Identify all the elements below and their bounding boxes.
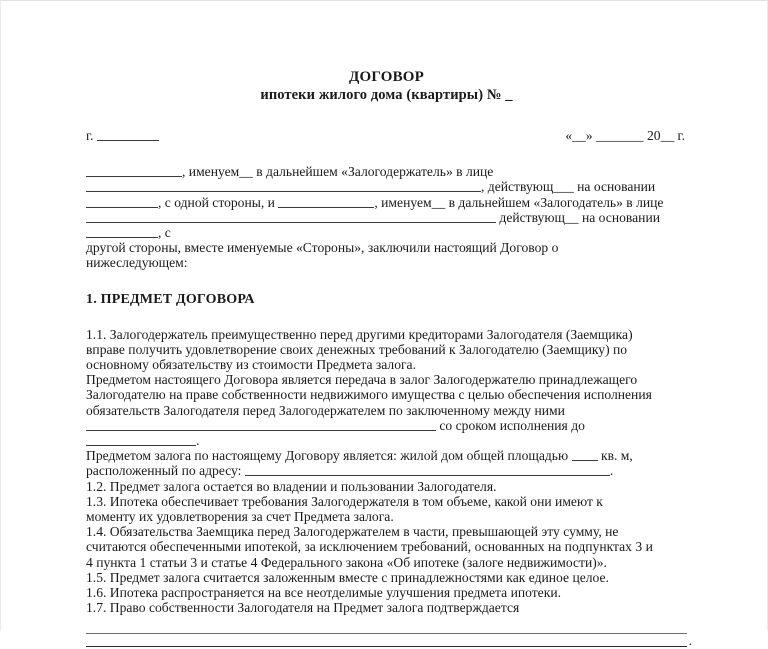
total-area-rule[interactable] — [572, 449, 598, 461]
clause-1-4-line-3: 4 пункта 1 статьи 3 и статье 4 Федерального закона «Об ипотеке (залоге недвижимости)». — [86, 554, 607, 570]
document-body — [86, 1, 692, 649]
pledge-object-line-1 — [86, 448, 687, 463]
pledge-object-paragraph — [86, 448, 687, 478]
place-and-date-row — [86, 128, 687, 143]
subject-paragraph-line-4-text-a: со сроком исполнения до — [436, 417, 589, 433]
pledgor-basis-rule[interactable] — [86, 226, 158, 238]
address-rule[interactable] — [245, 464, 610, 476]
preamble-line-2-text: , действующ___ на основании — [481, 179, 656, 195]
document-title-block — [86, 1, 687, 104]
preamble-line-1 — [86, 164, 687, 179]
pledgor-name-rule[interactable] — [278, 196, 374, 208]
pledgee-representative-rule[interactable] — [86, 180, 481, 192]
ownership-proof-rule-2[interactable] — [86, 646, 687, 647]
pledgee-name-rule[interactable] — [86, 165, 182, 177]
clause-1-3 — [86, 494, 687, 524]
preamble-line-4-text-b: , с — [158, 225, 171, 241]
pledge-object-line-2 — [86, 463, 687, 478]
subject-paragraph-line-4 — [86, 418, 687, 448]
document-subtitle: ипотеки жилого дома (квартиры) № _ — [260, 87, 513, 103]
clause-1-4 — [86, 524, 687, 570]
pledge-object-line-2-text-a: расположенный по адресу: — [86, 463, 245, 479]
subject-paragraph — [86, 372, 687, 448]
clause-1-2-line-1: 1.2. Предмет залога остается во владении и пользовании Залогодателя. — [86, 478, 497, 494]
trailing-period: . — [688, 633, 692, 649]
clause-1-7-line-1: 1.7. Право собственности Залогодателя на Предмет залога подтверждается — [86, 600, 520, 616]
preamble-block — [86, 164, 687, 270]
place-blank-rule[interactable] — [97, 129, 159, 141]
section-1-heading: 1. ПРЕДМЕТ ДОГОВОРА — [86, 291, 255, 307]
preamble-line-4 — [86, 210, 687, 240]
preamble-line-6: нижеследующем: — [86, 255, 188, 271]
preamble-line-4-text-a: действующ__ на основании — [496, 209, 664, 225]
place-field — [86, 128, 159, 143]
clause-1-5 — [86, 570, 687, 585]
pledgee-basis-rule[interactable] — [86, 196, 158, 208]
clause-1-1-line-3: основному обязательству из стоимости Предмета залога. — [86, 357, 416, 373]
clause-1-4-line-2: считаются обеспеченными ипотекой, за исключением требований, основанных на подпунктах 3 и — [86, 539, 653, 555]
subject-paragraph-line-3: обязательств Залогодателя перед Залогодержателем по заключенному между ними — [86, 402, 565, 418]
place-label: г. — [86, 128, 97, 143]
preamble-line-1-text: , именуем__ в дальнейшем «Залогодержатель» в лице — [182, 164, 494, 180]
subject-paragraph-line-2: Залогодателю на праве собственности недвижимого имущества с целью обеспечения исполнения — [86, 387, 652, 403]
clause-1-6-line-1: 1.6. Ипотека распространяется на все неотделимые улучшения предмета ипотеки. — [86, 585, 561, 601]
preamble-line-5: другой стороны, вместе именуемые «Стороны», заключили настоящий Договор о — [86, 240, 559, 256]
clause-1-4-line-1: 1.4. Обязательства Заемщика перед Залогодержателем в части, превышающей эту сумму, не — [86, 524, 619, 540]
preamble-line-2 — [86, 179, 687, 194]
preamble-line-3-text-a: , с одной стороны, и — [158, 194, 279, 210]
ownership-proof-rules — [86, 633, 692, 649]
subject-paragraph-line-1: Предметом настоящего Договора является передача в залог Залогодержателю принадлежащего — [86, 372, 638, 388]
clause-1-1 — [86, 327, 687, 373]
main-obligation-rule[interactable] — [86, 419, 436, 431]
clause-1-7 — [86, 600, 687, 615]
preamble-line-3-text-b: , именуем__ в дальнейшем «Залогодатель» в лице — [374, 194, 664, 210]
clause-1-2 — [86, 479, 687, 494]
clause-1-3-line-1: 1.3. Ипотека обеспечивает требования Залогодержателя в том объеме, какой они имеют к — [86, 493, 603, 509]
clause-1-1-line-2: вправе получить удовлетворение своих денежных требований к Залогодателю (Заемщику) по — [86, 341, 628, 357]
pledgor-representative-rule[interactable] — [86, 211, 496, 223]
pledge-object-line-1-text-b: кв. м, — [597, 448, 633, 464]
document-title: ДОГОВОР — [348, 69, 425, 85]
subject-paragraph-line-4-text-b: . — [196, 433, 200, 449]
performance-term-rule[interactable] — [86, 434, 196, 446]
preamble-line-3 — [86, 195, 687, 210]
pledge-object-line-2-text-b: . — [609, 463, 614, 479]
date-field[interactable]: «__» _______ 20__ г. — [565, 128, 685, 143]
clause-1-6 — [86, 585, 687, 600]
clause-1-1-line-1: 1.1. Залогодержатель преимущественно перед другими кредиторами Залогодателя (Заемщика) — [86, 326, 633, 342]
clause-1-3-line-2: моменту их удовлетворения за счет Предмета залога. — [86, 509, 394, 525]
clause-1-5-line-1: 1.5. Предмет залога считается заложенным вместе с принадлежностями как единое целое. — [86, 569, 609, 585]
pledge-object-line-1-text-a: Предметом залога по настоящему Договору является: жилой дом общей площадью — [86, 448, 572, 464]
ownership-proof-rule-1[interactable] — [86, 633, 687, 634]
